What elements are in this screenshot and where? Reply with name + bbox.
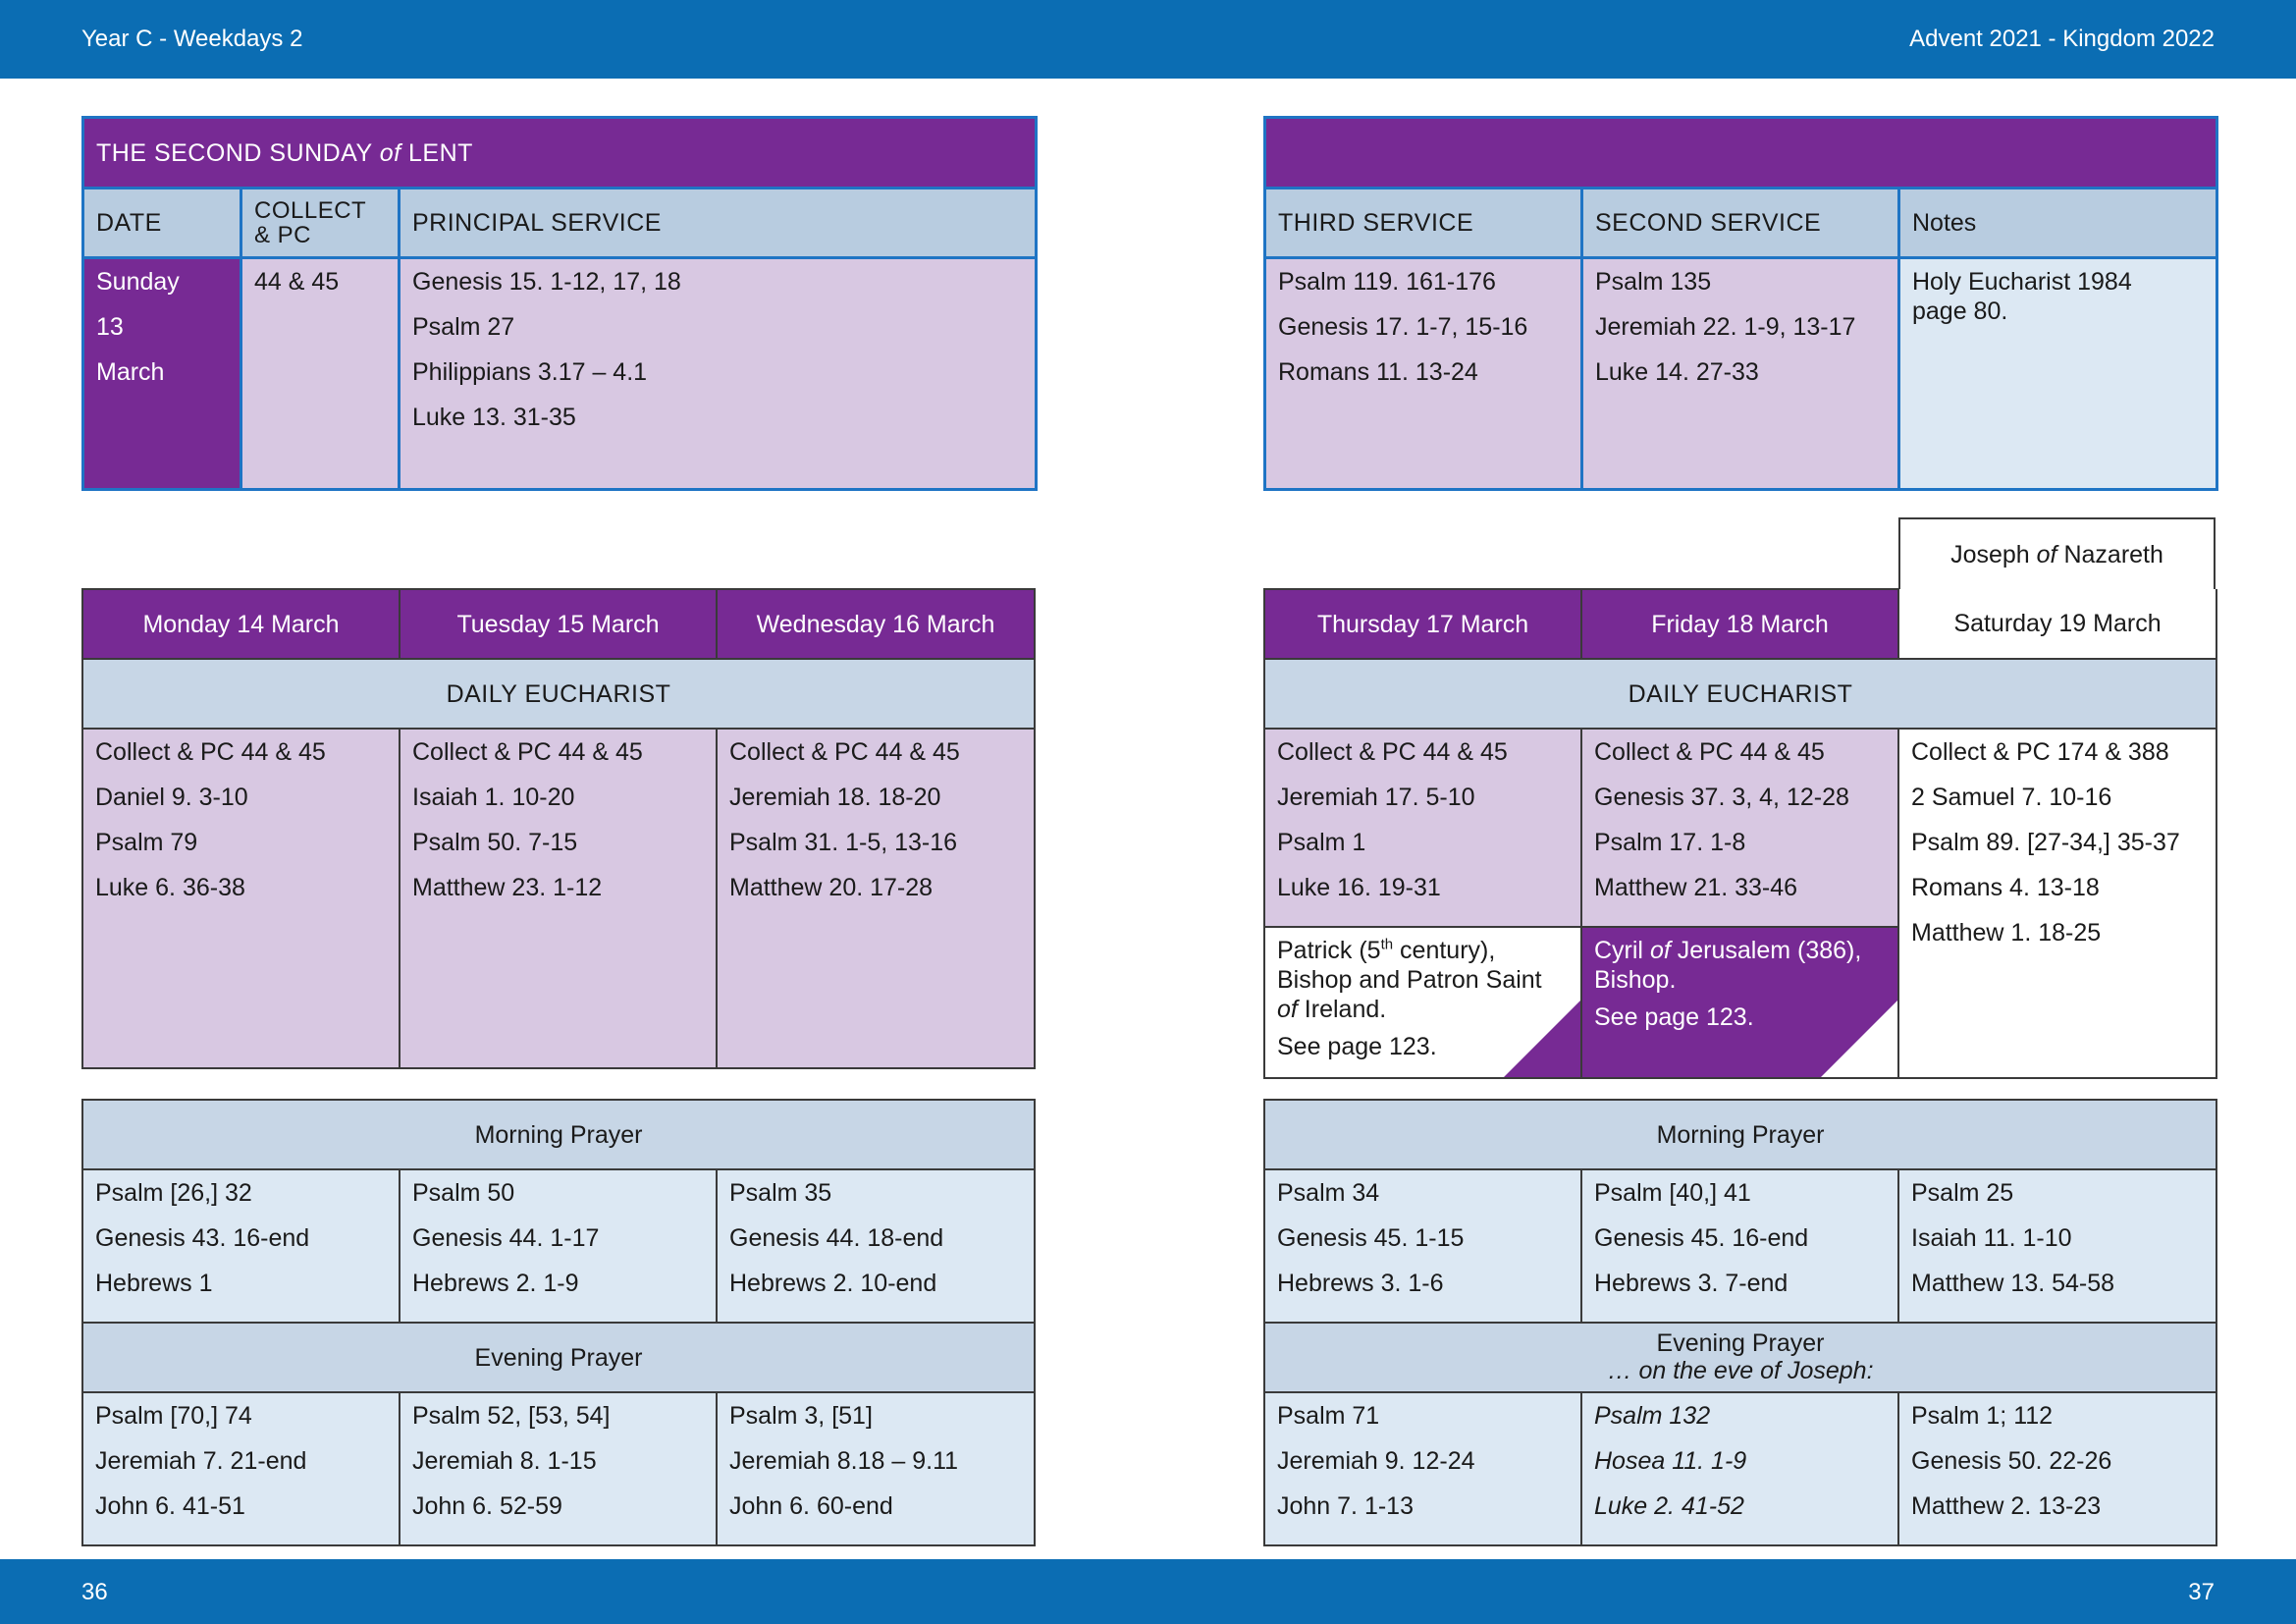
morning-prayer-label: Morning Prayer xyxy=(82,1100,1035,1169)
saturday-feast-box: Joseph of Nazareth xyxy=(1898,517,2216,590)
col-second-header: SECOND SERVICE xyxy=(1582,189,1899,258)
day-header-monday: Monday 14 March xyxy=(82,589,400,659)
eucharist-tuesday: Collect & PC 44 & 45 Isaiah 1. 10-20 Psalm 50. 7-15 Matthew 23. 1-12 xyxy=(400,729,717,1068)
evening-prayer-label-right: Evening Prayer … on the eve of Joseph: xyxy=(1264,1323,2216,1392)
evening-saturday: Psalm 1; 112 Genesis 50. 22-26 Matthew 2. 13-23 xyxy=(1898,1392,2216,1545)
notes-cell: Holy Eucharist 1984 page 80. xyxy=(1899,258,2217,490)
eucharist-thursday: Collect & PC 44 & 45 Jeremiah 17. 5-10 Psalm 1 Luke 16. 19-31 xyxy=(1264,729,1581,927)
evening-thursday: Psalm 71 Jeremiah 9. 12-24 John 7. 1-13 xyxy=(1264,1392,1581,1545)
footer-bar xyxy=(0,1559,2296,1624)
right-prayer-table xyxy=(1263,1099,2217,1546)
morning-thursday: Psalm 34 Genesis 45. 1-15 Hebrews 3. 1-6 xyxy=(1264,1169,1581,1323)
header-right-title: Advent 2021 - Kingdom 2022 xyxy=(1909,26,2215,52)
morning-prayer-label-right: Morning Prayer xyxy=(1264,1100,2216,1169)
sunday-title: THE SECOND SUNDAY of LENT xyxy=(83,118,1037,189)
sunday-principal-cell: Genesis 15. 1-12, 17, 18 Psalm 27 Philippians 3.17 – 4.1 Luke 13. 31-35 xyxy=(400,258,1037,490)
commemoration-cyril: Cyril of Jerusalem (386), Bishop. See page 123. xyxy=(1581,927,1898,1078)
col-date-header: DATE xyxy=(83,189,241,258)
sunday-right-title-band xyxy=(1265,118,2217,189)
day-header-thursday: Thursday 17 March xyxy=(1264,589,1581,659)
day-header-wednesday: Wednesday 16 March xyxy=(717,589,1035,659)
sunday-table-right xyxy=(1263,116,2218,491)
col-third-header: THIRD SERVICE xyxy=(1265,189,1582,258)
day-header-saturday: Saturday 19 March xyxy=(1898,589,2216,659)
evening-tuesday: Psalm 52, [53, 54] Jeremiah 8. 1-15 John 6. 52-59 xyxy=(400,1392,717,1545)
daily-eucharist-label: DAILY EUCHARIST xyxy=(82,659,1035,729)
eucharist-saturday: Collect & PC 174 & 388 2 Samuel 7. 10-16 Psalm 89. [27-34,] 35-37 Romans 4. 13-18 Matthew 1. 18-25 xyxy=(1898,729,2216,1078)
morning-tuesday: Psalm 50 Genesis 44. 1-17 Hebrews 2. 1-9 xyxy=(400,1169,717,1323)
col-principal-header: PRINCIPAL SERVICE xyxy=(400,189,1037,258)
header-left-title: Year C - Weekdays 2 xyxy=(81,26,303,52)
morning-friday: Psalm [40,] 41 Genesis 45. 16-end Hebrews 3. 7-end xyxy=(1581,1169,1898,1323)
evening-wednesday: Psalm 3, [51] Jeremiah 8.18 – 9.11 John 6. 60-end xyxy=(717,1392,1035,1545)
morning-wednesday: Psalm 35 Genesis 44. 18-end Hebrews 2. 10-end xyxy=(717,1169,1035,1323)
page-number-left: 36 xyxy=(81,1579,108,1605)
commemoration-patrick: Patrick (5th century), Bishop and Patron Saint of Ireland. See page 123. xyxy=(1264,927,1581,1078)
morning-saturday: Psalm 25 Isaiah 11. 1-10 Matthew 13. 54-58 xyxy=(1898,1169,2216,1323)
third-service-cell: Psalm 119. 161-176 Genesis 17. 1-7, 15-16 Romans 11. 13-24 xyxy=(1265,258,1582,490)
left-prayer-table xyxy=(81,1099,1036,1546)
right-eucharist-table xyxy=(1263,588,2217,1079)
second-service-cell: Psalm 135 Jeremiah 22. 1-9, 13-17 Luke 14. 27-33 xyxy=(1582,258,1899,490)
left-eucharist-table xyxy=(81,588,1036,1069)
sunday-table-left xyxy=(81,116,1038,491)
page-number-right: 37 xyxy=(2188,1579,2215,1605)
header-bar xyxy=(0,0,2296,79)
col-notes-header: Notes xyxy=(1899,189,2217,258)
sunday-date-cell: Sunday 13 March xyxy=(83,258,241,490)
eucharist-friday: Collect & PC 44 & 45 Genesis 37. 3, 4, 12-28 Psalm 17. 1-8 Matthew 21. 33-46 xyxy=(1581,729,1898,927)
eucharist-monday: Collect & PC 44 & 45 Daniel 9. 3-10 Psalm 79 Luke 6. 36-38 xyxy=(82,729,400,1068)
day-header-friday: Friday 18 March xyxy=(1581,589,1898,659)
daily-eucharist-label-right: DAILY EUCHARIST xyxy=(1264,659,2216,729)
sunday-collect-cell: 44 & 45 xyxy=(241,258,400,490)
evening-prayer-label: Evening Prayer xyxy=(82,1323,1035,1392)
evening-friday: Psalm 132 Hosea 11. 1-9 Luke 2. 41-52 xyxy=(1581,1392,1898,1545)
eucharist-wednesday: Collect & PC 44 & 45 Jeremiah 18. 18-20 Psalm 31. 1-5, 13-16 Matthew 20. 17-28 xyxy=(717,729,1035,1068)
day-header-tuesday: Tuesday 15 March xyxy=(400,589,717,659)
evening-monday: Psalm [70,] 74 Jeremiah 7. 21-end John 6. 41-51 xyxy=(82,1392,400,1545)
col-collect-header: COLLECT & PC xyxy=(241,189,400,258)
morning-monday: Psalm [26,] 32 Genesis 43. 16-end Hebrews 1 xyxy=(82,1169,400,1323)
